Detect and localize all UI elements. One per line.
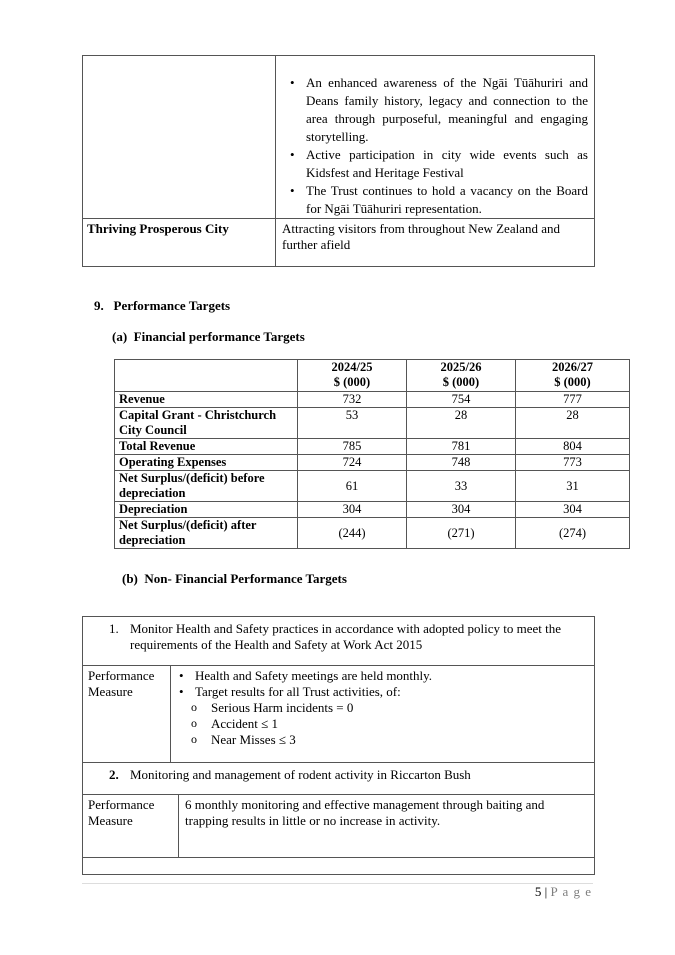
nf-item2-text: Monitoring and management of rodent activity in Riccarton Bush xyxy=(130,767,471,782)
fin-header-blank xyxy=(115,360,298,392)
nf-empty-row xyxy=(82,857,595,875)
nf-item1-box xyxy=(82,616,595,665)
top-bullet-list xyxy=(288,74,588,218)
cell-value: 31 xyxy=(516,471,630,502)
row-label: Total Revenue xyxy=(115,439,298,455)
cell-value: 304 xyxy=(298,502,407,518)
section-heading: 9. Performance Targets xyxy=(94,298,231,313)
nf-item2-measure-text: 6 monthly monitoring and effective management through baiting and trapping results in little or no increase in activity. xyxy=(185,797,545,828)
page-footer xyxy=(535,884,592,900)
top-table-empty-cell xyxy=(83,56,276,219)
row-label: Net Surplus/(deficit) after depreciation xyxy=(115,518,298,549)
sub-bullet-item: o Near Misses ≤ 3 xyxy=(187,732,587,748)
nf-item2-number: 2. xyxy=(109,767,119,782)
cell-value: 785 xyxy=(298,439,407,455)
measure-label: Performance Measure xyxy=(88,797,155,828)
row-text-thriving: Attracting visitors from throughout New Zealand and further afield xyxy=(276,219,595,267)
sub-bullet-item: o Serious Harm incidents = 0 xyxy=(187,700,587,716)
row-label: Depreciation xyxy=(115,502,298,518)
row-label: Operating Expenses xyxy=(115,455,298,471)
cell-value: 61 xyxy=(298,471,407,502)
top-table-bullets-cell xyxy=(276,56,595,219)
bullet-item: • The Trust continues to hold a vacancy on the Board for Ngāi Tūāhuriri representation. xyxy=(288,182,588,218)
nf-item2-measure-row xyxy=(82,794,595,857)
cell-value: (244) xyxy=(298,518,407,549)
nf-item1-measure-row xyxy=(82,665,595,762)
row-label: Revenue xyxy=(115,392,298,408)
row-label-thriving: Thriving Prosperous City xyxy=(83,219,276,267)
nf-item1-text: Monitor Health and Safety practices in accordance with adopted policy to meet the requirements of the Health and Safety at Work Act 2015 xyxy=(130,621,562,652)
table-row xyxy=(115,518,630,549)
cell-value: 754 xyxy=(407,392,516,408)
cell-value: 773 xyxy=(516,455,630,471)
table-row xyxy=(115,502,630,518)
cell-value: (274) xyxy=(516,518,630,549)
fin-header-col: 2026/27 $ (000) xyxy=(516,360,630,392)
footer-rule xyxy=(82,883,593,884)
cell-value: 304 xyxy=(516,502,630,518)
top-table xyxy=(82,55,595,267)
measure-bullets xyxy=(177,668,587,700)
row-label: Capital Grant - Christchurch City Council xyxy=(115,408,298,439)
page-separator: | xyxy=(544,884,548,899)
page-number: 5 xyxy=(534,884,542,899)
nf-item2-box xyxy=(82,762,595,794)
cell-value: 781 xyxy=(407,439,516,455)
cell-value: 804 xyxy=(516,439,630,455)
measure-label: Performance Measure xyxy=(88,668,155,699)
cell-value: 732 xyxy=(298,392,407,408)
row-label: Net Surplus/(deficit) before depreciation xyxy=(115,471,298,502)
financial-table xyxy=(114,359,630,549)
subheading-non-financial: (b) Non- Financial Performance Targets xyxy=(122,571,347,586)
cell-value: 28 xyxy=(407,408,516,439)
bullet-item: • Health and Safety meetings are held monthly. xyxy=(177,668,587,684)
measure-divider xyxy=(178,795,179,857)
bullet-item: • An enhanced awareness of the Ngāi Tūāhuriri and Deans family history, legacy and connection to the area through purposeful, meaningful and engaging storytelling. xyxy=(288,74,588,146)
cell-value: 28 xyxy=(516,408,630,439)
cell-value: 777 xyxy=(516,392,630,408)
page-word: P a g e xyxy=(550,884,592,899)
measure-content xyxy=(177,668,587,748)
bullet-item: • Target results for all Trust activities, of: xyxy=(177,684,587,700)
cell-value: 724 xyxy=(298,455,407,471)
cell-value: (271) xyxy=(407,518,516,549)
fin-header-col: 2025/26 $ (000) xyxy=(407,360,516,392)
bullet-item: • Active participation in city wide events such as Kidsfest and Heritage Festival xyxy=(288,146,588,182)
measure-divider xyxy=(170,666,171,762)
table-row xyxy=(115,455,630,471)
cell-value: 53 xyxy=(298,408,407,439)
sub-bullet-item: o Accident ≤ 1 xyxy=(187,716,587,732)
subheading-financial: (a) Financial performance Targets xyxy=(112,329,305,344)
table-row xyxy=(115,471,630,502)
table-row xyxy=(115,392,630,408)
cell-value: 304 xyxy=(407,502,516,518)
cell-value: 748 xyxy=(407,455,516,471)
measure-sub-bullets xyxy=(187,700,587,748)
nf-item1-number: 1. xyxy=(109,621,119,636)
table-row xyxy=(115,439,630,455)
cell-value: 33 xyxy=(407,471,516,502)
fin-header-col: 2024/25 $ (000) xyxy=(298,360,407,392)
table-row xyxy=(115,408,630,439)
